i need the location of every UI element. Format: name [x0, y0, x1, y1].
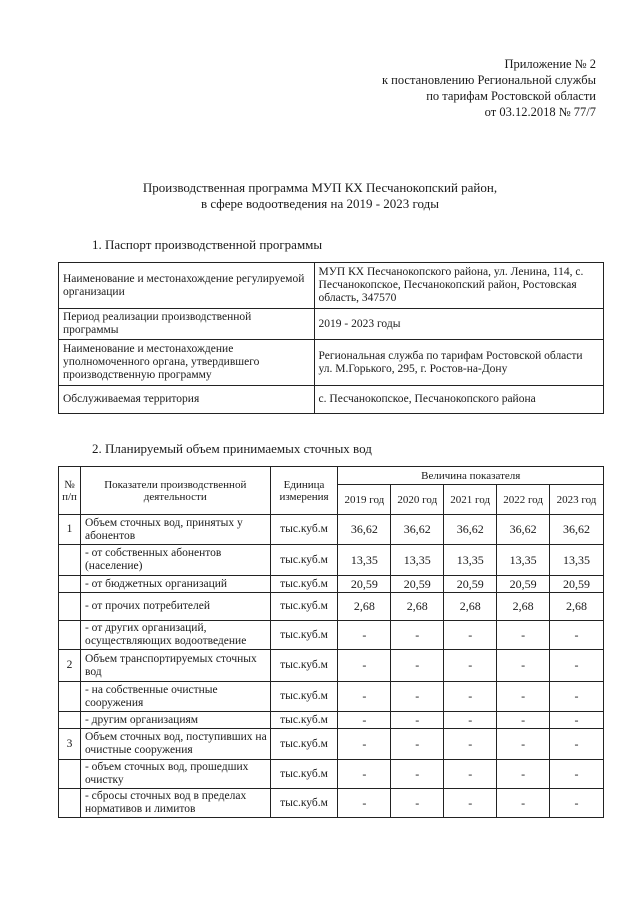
row-unit: тыс.куб.м: [270, 682, 338, 712]
row-value: -: [338, 682, 391, 712]
passport-value: 2019 - 2023 годы: [314, 309, 603, 340]
row-indicator: - объем сточных вод, прошедших очистку: [80, 760, 270, 789]
row-indicator: Объем транспортируемых сточных вод: [80, 650, 270, 682]
row-value: -: [497, 729, 550, 760]
row-value: -: [391, 760, 444, 789]
row-value: -: [550, 650, 604, 682]
table-row: [59, 515, 604, 545]
row-value: -: [391, 650, 444, 682]
row-unit: тыс.куб.м: [270, 729, 338, 760]
row-indicator: - от собственных абонентов (население): [80, 545, 270, 576]
row-value: 36,62: [391, 515, 444, 545]
table-header-row: [59, 467, 604, 485]
header-number: № п/п: [59, 467, 81, 515]
table-row: [59, 682, 604, 712]
row-unit: тыс.куб.м: [270, 593, 338, 621]
row-value: -: [338, 712, 391, 729]
section-1-heading: 1. Паспорт производственной программы: [92, 237, 323, 252]
row-value: -: [497, 621, 550, 650]
passport-value: с. Песчанокопское, Песчанокопского района: [314, 386, 603, 414]
row-value: -: [444, 760, 497, 789]
header-year: 2022 год: [497, 485, 550, 515]
row-value: -: [338, 621, 391, 650]
appendix-line-2: к постановлению Региональной службы: [381, 73, 596, 87]
passport-value: МУП КХ Песчанокопского района, ул. Ленина, 114, с. Песчанокопское, Песчанокопский район, Ростовская область, 347570: [314, 263, 603, 309]
row-value: -: [497, 760, 550, 789]
title-line-1: Производственная программа МУП КХ Песчанокопский район,: [142, 180, 498, 195]
row-number: [59, 593, 81, 621]
row-value: 36,62: [444, 515, 497, 545]
row-unit: тыс.куб.м: [270, 789, 338, 818]
table-body: [59, 515, 604, 818]
table-row: [59, 593, 604, 621]
row-number: [59, 760, 81, 789]
row-indicator: - сбросы сточных вод в пределах нормативов и лимитов: [80, 789, 270, 818]
row-value: -: [550, 712, 604, 729]
appendix-line-1: Приложение № 2: [504, 57, 596, 71]
row-value: -: [550, 682, 604, 712]
passport-table: [58, 262, 604, 414]
row-value: -: [444, 650, 497, 682]
row-value: -: [550, 760, 604, 789]
section-2-heading: 2. Планируемый объем принимаемых сточных вод: [92, 441, 372, 456]
appendix-line-3: по тарифам Ростовской области: [426, 89, 596, 103]
row-value: -: [338, 729, 391, 760]
document-title: [0, 180, 640, 212]
table-row: [59, 545, 604, 576]
row-value: 2,68: [550, 593, 604, 621]
row-value: 36,62: [338, 515, 391, 545]
table-row: [59, 621, 604, 650]
row-value: 36,62: [497, 515, 550, 545]
header-indicator: Показатели производственной деятельности: [80, 467, 270, 515]
row-value: 13,35: [338, 545, 391, 576]
row-number: [59, 545, 81, 576]
row-unit: тыс.куб.м: [270, 650, 338, 682]
row-value: 36,62: [550, 515, 604, 545]
row-unit: тыс.куб.м: [270, 712, 338, 729]
row-value: -: [550, 789, 604, 818]
row-value: 13,35: [391, 545, 444, 576]
row-number: [59, 621, 81, 650]
appendix-header: [382, 56, 596, 120]
passport-label: Наименование и местонахождение уполномоченного органа, утвердившего производственную программу: [59, 340, 315, 386]
row-value: -: [550, 729, 604, 760]
row-number: [59, 576, 81, 593]
passport-row: [59, 263, 604, 309]
header-year: 2019 год: [338, 485, 391, 515]
table-row: [59, 650, 604, 682]
passport-label: Период реализации производственной программы: [59, 309, 315, 340]
passport-row: [59, 309, 604, 340]
passport-label: Обслуживаемая территория: [59, 386, 315, 414]
passport-row: [59, 386, 604, 414]
row-value: -: [444, 729, 497, 760]
row-unit: тыс.куб.м: [270, 760, 338, 789]
row-value: -: [497, 682, 550, 712]
row-number: 1: [59, 515, 81, 545]
table-row: [59, 729, 604, 760]
row-value: 13,35: [550, 545, 604, 576]
title-line-2: в сфере водоотведения на 2019 - 2023 годы: [200, 196, 440, 211]
row-value: -: [391, 729, 444, 760]
row-value: -: [497, 650, 550, 682]
header-year: 2021 год: [444, 485, 497, 515]
row-unit: тыс.куб.м: [270, 576, 338, 593]
passport-row: [59, 340, 604, 386]
header-year: 2020 год: [391, 485, 444, 515]
row-indicator: Объем сточных вод, поступивших на очистные сооружения: [80, 729, 270, 760]
row-value: -: [338, 650, 391, 682]
header-value: Величина показателя: [338, 467, 604, 485]
row-value: 20,59: [550, 576, 604, 593]
row-value: -: [497, 789, 550, 818]
row-indicator: - от прочих потребителей: [80, 593, 270, 621]
row-value: -: [391, 712, 444, 729]
row-value: 2,68: [497, 593, 550, 621]
row-number: [59, 789, 81, 818]
row-value: 13,35: [497, 545, 550, 576]
row-unit: тыс.куб.м: [270, 621, 338, 650]
row-unit: тыс.куб.м: [270, 515, 338, 545]
row-value: -: [444, 789, 497, 818]
row-value: 20,59: [391, 576, 444, 593]
row-value: -: [444, 712, 497, 729]
row-indicator: - другим организациям: [80, 712, 270, 729]
row-value: -: [338, 789, 391, 818]
row-unit: тыс.куб.м: [270, 545, 338, 576]
row-value: 13,35: [444, 545, 497, 576]
row-number: [59, 712, 81, 729]
table-row: [59, 760, 604, 789]
table-row: [59, 712, 604, 729]
table-row: [59, 789, 604, 818]
header-year: 2023 год: [550, 485, 604, 515]
row-number: [59, 682, 81, 712]
row-value: -: [444, 621, 497, 650]
row-indicator: Объем сточных вод, принятых у абонентов: [80, 515, 270, 545]
header-unit: Единица измерения: [270, 467, 338, 515]
appendix-line-4: от 03.12.2018 № 77/7: [484, 105, 596, 119]
row-value: 2,68: [444, 593, 497, 621]
row-indicator: - от бюджетных организаций: [80, 576, 270, 593]
row-number: 2: [59, 650, 81, 682]
row-value: 20,59: [497, 576, 550, 593]
row-value: 2,68: [338, 593, 391, 621]
row-value: -: [391, 789, 444, 818]
passport-value: Региональная служба по тарифам Ростовской области ул. М.Горького, 295, г. Ростов-на-Дону: [314, 340, 603, 386]
volume-table: [58, 466, 604, 818]
row-value: -: [391, 621, 444, 650]
row-indicator: - от других организаций, осуществляющих водоотведение: [80, 621, 270, 650]
row-value: -: [444, 682, 497, 712]
row-value: -: [550, 621, 604, 650]
row-value: -: [391, 682, 444, 712]
row-indicator: - на собственные очистные сооружения: [80, 682, 270, 712]
row-value: -: [338, 760, 391, 789]
passport-label: Наименование и местонахождение регулируемой организации: [59, 263, 315, 309]
row-value: 20,59: [338, 576, 391, 593]
row-value: 20,59: [444, 576, 497, 593]
row-number: 3: [59, 729, 81, 760]
row-value: 2,68: [391, 593, 444, 621]
table-row: [59, 576, 604, 593]
row-value: -: [497, 712, 550, 729]
